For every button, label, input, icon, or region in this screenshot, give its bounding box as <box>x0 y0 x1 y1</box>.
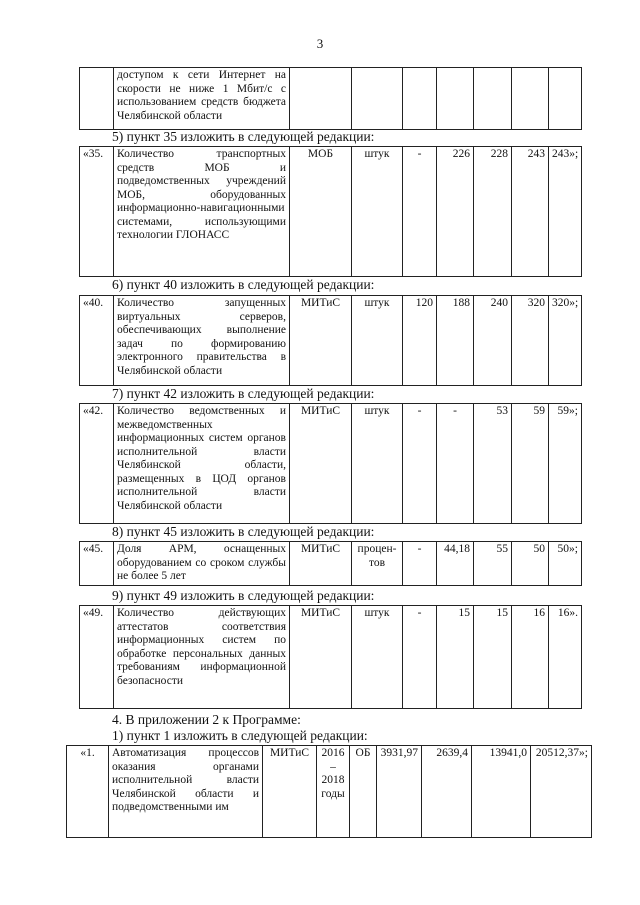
value-cell: 50»; <box>549 542 582 586</box>
table-row <box>80 404 582 524</box>
value-cell: - <box>403 542 437 586</box>
value-cell: 15 <box>437 606 474 709</box>
indicator-description: Количество действующих аттестатов соответствия информационных систем по обработке персональных данных требованиям информационной безопасности <box>114 606 290 709</box>
appendix2-table <box>66 745 592 838</box>
period-cell: 2016 – 2018 годы <box>317 746 350 838</box>
page-number: 3 <box>316 36 324 51</box>
value-cell: 240 <box>474 296 512 386</box>
org-cell: МИТиС <box>290 606 352 709</box>
value-cell: 243 <box>512 147 549 277</box>
item-number: «40. <box>80 296 114 386</box>
value-cell: 2639,4 <box>422 746 472 838</box>
value-cell: 59 <box>512 404 549 524</box>
unit-cell: штук <box>352 606 403 709</box>
section-heading-45: 8) пункт 45 изложить в следующей редакции: <box>112 524 375 539</box>
section-heading-35: 5) пункт 35 изложить в следующей редакции: <box>112 129 375 144</box>
value-cell: 16». <box>549 606 582 709</box>
indicator-description: Доля АРМ, оснащенных оборудованием со сроком службы не более 5 лет <box>114 542 290 586</box>
section4-subheading: 1) пункт 1 изложить в следующей редакции: <box>112 728 368 743</box>
value-cell: 228 <box>474 147 512 277</box>
value-cell: 15 <box>474 606 512 709</box>
unit-cell: штук <box>352 147 403 277</box>
item-number: «1. <box>67 746 109 838</box>
value-cell: 320 <box>512 296 549 386</box>
value-cell: - <box>403 606 437 709</box>
section-heading-49: 9) пункт 49 изложить в следующей редакции: <box>112 588 375 603</box>
item-number: «35. <box>80 147 114 277</box>
value-cell: 13941,0 <box>472 746 531 838</box>
indicator-description: Количество ведомственных и межведомственных информационных систем органов исполнительной власти Челябинской области, размещенных в ЦОД органов исполнительной власти Челябинской области <box>114 404 290 524</box>
value-cell: 16 <box>512 606 549 709</box>
org-cell: МИТиС <box>290 542 352 586</box>
value-cell: - <box>403 404 437 524</box>
value-cell: 59»; <box>549 404 582 524</box>
item-number: «49. <box>80 606 114 709</box>
indicator-table-45 <box>79 541 582 586</box>
value-cell: 188 <box>437 296 474 386</box>
indicator-table-40 <box>79 295 582 386</box>
value-cell: 320»; <box>549 296 582 386</box>
org-cell: МОБ <box>290 147 352 277</box>
indicator-table-49 <box>79 605 582 709</box>
unit-cell: штук <box>352 296 403 386</box>
item-number: «42. <box>80 404 114 524</box>
table-row <box>80 542 582 586</box>
table-row <box>80 147 582 277</box>
section4-heading: 4. В приложении 2 к Программе: <box>112 712 301 727</box>
item-number: «45. <box>80 542 114 586</box>
indicator-description: доступом к сети Интернет на скорости не ниже 1 Мбит/с с использованием средств бюджета Челябинской области <box>114 68 290 130</box>
indicator-table-35 <box>79 146 582 277</box>
measure-description: Автоматизация процессов оказания органами исполнительной власти Челябинской области и подведомственными им <box>109 746 263 838</box>
table-row <box>67 746 592 838</box>
section-heading-42: 7) пункт 42 изложить в следующей редакции: <box>112 386 375 401</box>
section-heading-40: 6) пункт 40 изложить в следующей редакции: <box>112 277 375 292</box>
unit-cell: процен-тов <box>352 542 403 586</box>
value-cell: 243»; <box>549 147 582 277</box>
value-cell: 50 <box>512 542 549 586</box>
table-row <box>80 296 582 386</box>
indicator-table-42 <box>79 403 582 524</box>
value-cell: 3931,97 <box>377 746 422 838</box>
value-cell: 55 <box>474 542 512 586</box>
value-cell: 53 <box>474 404 512 524</box>
unit-cell: штук <box>352 404 403 524</box>
value-cell: - <box>403 147 437 277</box>
table-row <box>80 606 582 709</box>
value-cell: 20512,37»; <box>531 746 592 838</box>
indicator-description: Количество транспортных средств МОБ и подведомственных учреждений МОБ, оборудованных информационно-навигационными системами, использующими технологии ГЛОНАСС <box>114 147 290 277</box>
source-cell: ОБ <box>350 746 377 838</box>
table-row <box>80 68 582 130</box>
value-cell: 44,18 <box>437 542 474 586</box>
org-cell: МИТиС <box>290 404 352 524</box>
indicator-table-top <box>79 67 582 130</box>
org-cell: МИТиС <box>290 296 352 386</box>
value-cell: 226 <box>437 147 474 277</box>
indicator-description: Количество запущенных виртуальных серверов, обеспечивающих выполнение задач по формированию электронного правительства в Челябинской области <box>114 296 290 386</box>
value-cell: 120 <box>403 296 437 386</box>
org-cell: МИТиС <box>263 746 317 838</box>
value-cell: - <box>437 404 474 524</box>
